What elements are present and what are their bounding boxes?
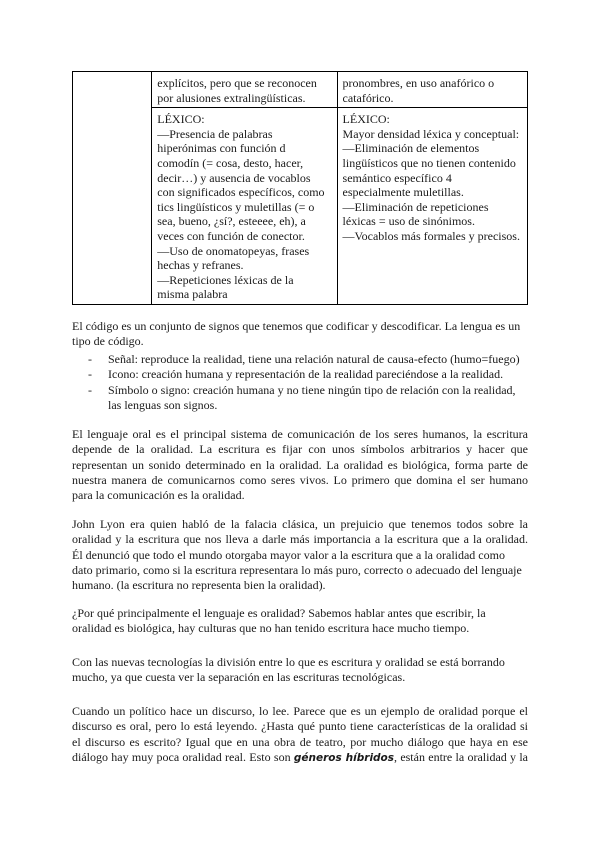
sign-types-list <box>88 352 528 413</box>
list-item: - Icono: creación humana y representación de la realidad pareciéndose a la realidad. <box>88 367 504 382</box>
table-cell-oral-lexicon: LÉXICO: —Presencia de palabras hiperónimas con función d comodín (= cosa, desto, hacer, decir…) y ausencia de vocablos con significados específicos, como tics lingüísticos y muletillas (= o sea, bueno, ¿sí?, esteeee, eh), a veces con función de conector. —Uso de onomatopeyas, frases hechas y refranes. —Repeticiones léxicas de la misma palabra <box>152 108 337 305</box>
table-cell-oral: explícitos, pero que se reconocen por alusiones extralingüísticas. <box>152 72 337 108</box>
paragraph-lyon: John Lyon era quien habló de la falacia clásica, un prejuicio que tenemos todos sobre la oralidad y la escritura que nos lleva a darle más importancia a la escritura que a la oralidad. Él denunció que todo el mundo otorgaba mayor valor a la escritura que a la oralidad como dato primario, como si la escritura representara lo más puro, correcto o adecuado del lenguaje humano. (la escritura no representa bien la oralidad). <box>72 517 528 593</box>
table-cell-written: pronombres, en uso anafórico o catafórico. <box>337 72 527 108</box>
paragraph-technology: Con las nuevas tecnologías la división entre lo que es escritura y oralidad se está borrando mucho, ya que cuesta ver la separación en las escrituras tecnológicas. <box>72 655 505 685</box>
politician-last-line: diálogo hay muy poca oralidad real. Esto son géneros híbridos, están entre la oralidad y la <box>72 749 528 764</box>
paragraph-code: El código es un conjunto de signos que tenemos que codificar y descodificar. La lengua es un tipo de código. <box>72 319 521 349</box>
comparison-table <box>72 71 528 305</box>
table-cell-written-lexicon: LÉXICO: Mayor densidad léxica y conceptual: —Eliminación de elementos lingüísticos que no tienen contenido semántico específico 4 especialmente muletillas. —Eliminación de repeticiones léxicas = uso de sinónimos. —Vocablos más formales y precisos. <box>337 108 527 305</box>
table-row <box>73 72 528 108</box>
table-cell-empty <box>73 72 152 305</box>
paragraph-oral-language: El lenguaje oral es el principal sistema de comunicación de los seres humanos, la escritura depende de la oralidad. La escritura es fijar con unos símbolos arbitrarios y hacer que representan un sonido determinado en la oralidad. La oralidad es biológica, forma parte de nuestra manera de comunicarnos como seres vivos. Lo primero que domina el ser humano para la comunicación es la oralidad. <box>72 427 528 503</box>
paragraph-question: ¿Por qué principalmente el lenguaje es oralidad? Sabemos hablar antes que escribir, la oralidad es biológica, hay culturas que no han tenido escritura hace mucho tiempo. <box>72 606 486 636</box>
list-item: - Símbolo o signo: creación humana y no tiene ningún tipo de relación con la realidad, las lenguas son signos. <box>88 382 516 412</box>
paragraph-politician: Cuando un político hace un discurso, lo lee. Parece que es un ejemplo de oralidad porque el discurso es oral, pero lo está leyendo. ¿Hasta qué punto tiene características de la oralidad si el discurso es escrito? Igual que en una obra de teatro, por mucho diálogo que haya en ese diálogo hay muy poca oralidad real. Esto son géneros híbridos, están entre la oralidad y la <box>72 704 528 766</box>
list-item: - Señal: reproduce la realidad, tiene una relación natural de causa-efecto (humo=fuego) <box>88 352 520 366</box>
hybrid-genres-term: géneros híbridos <box>293 751 395 764</box>
